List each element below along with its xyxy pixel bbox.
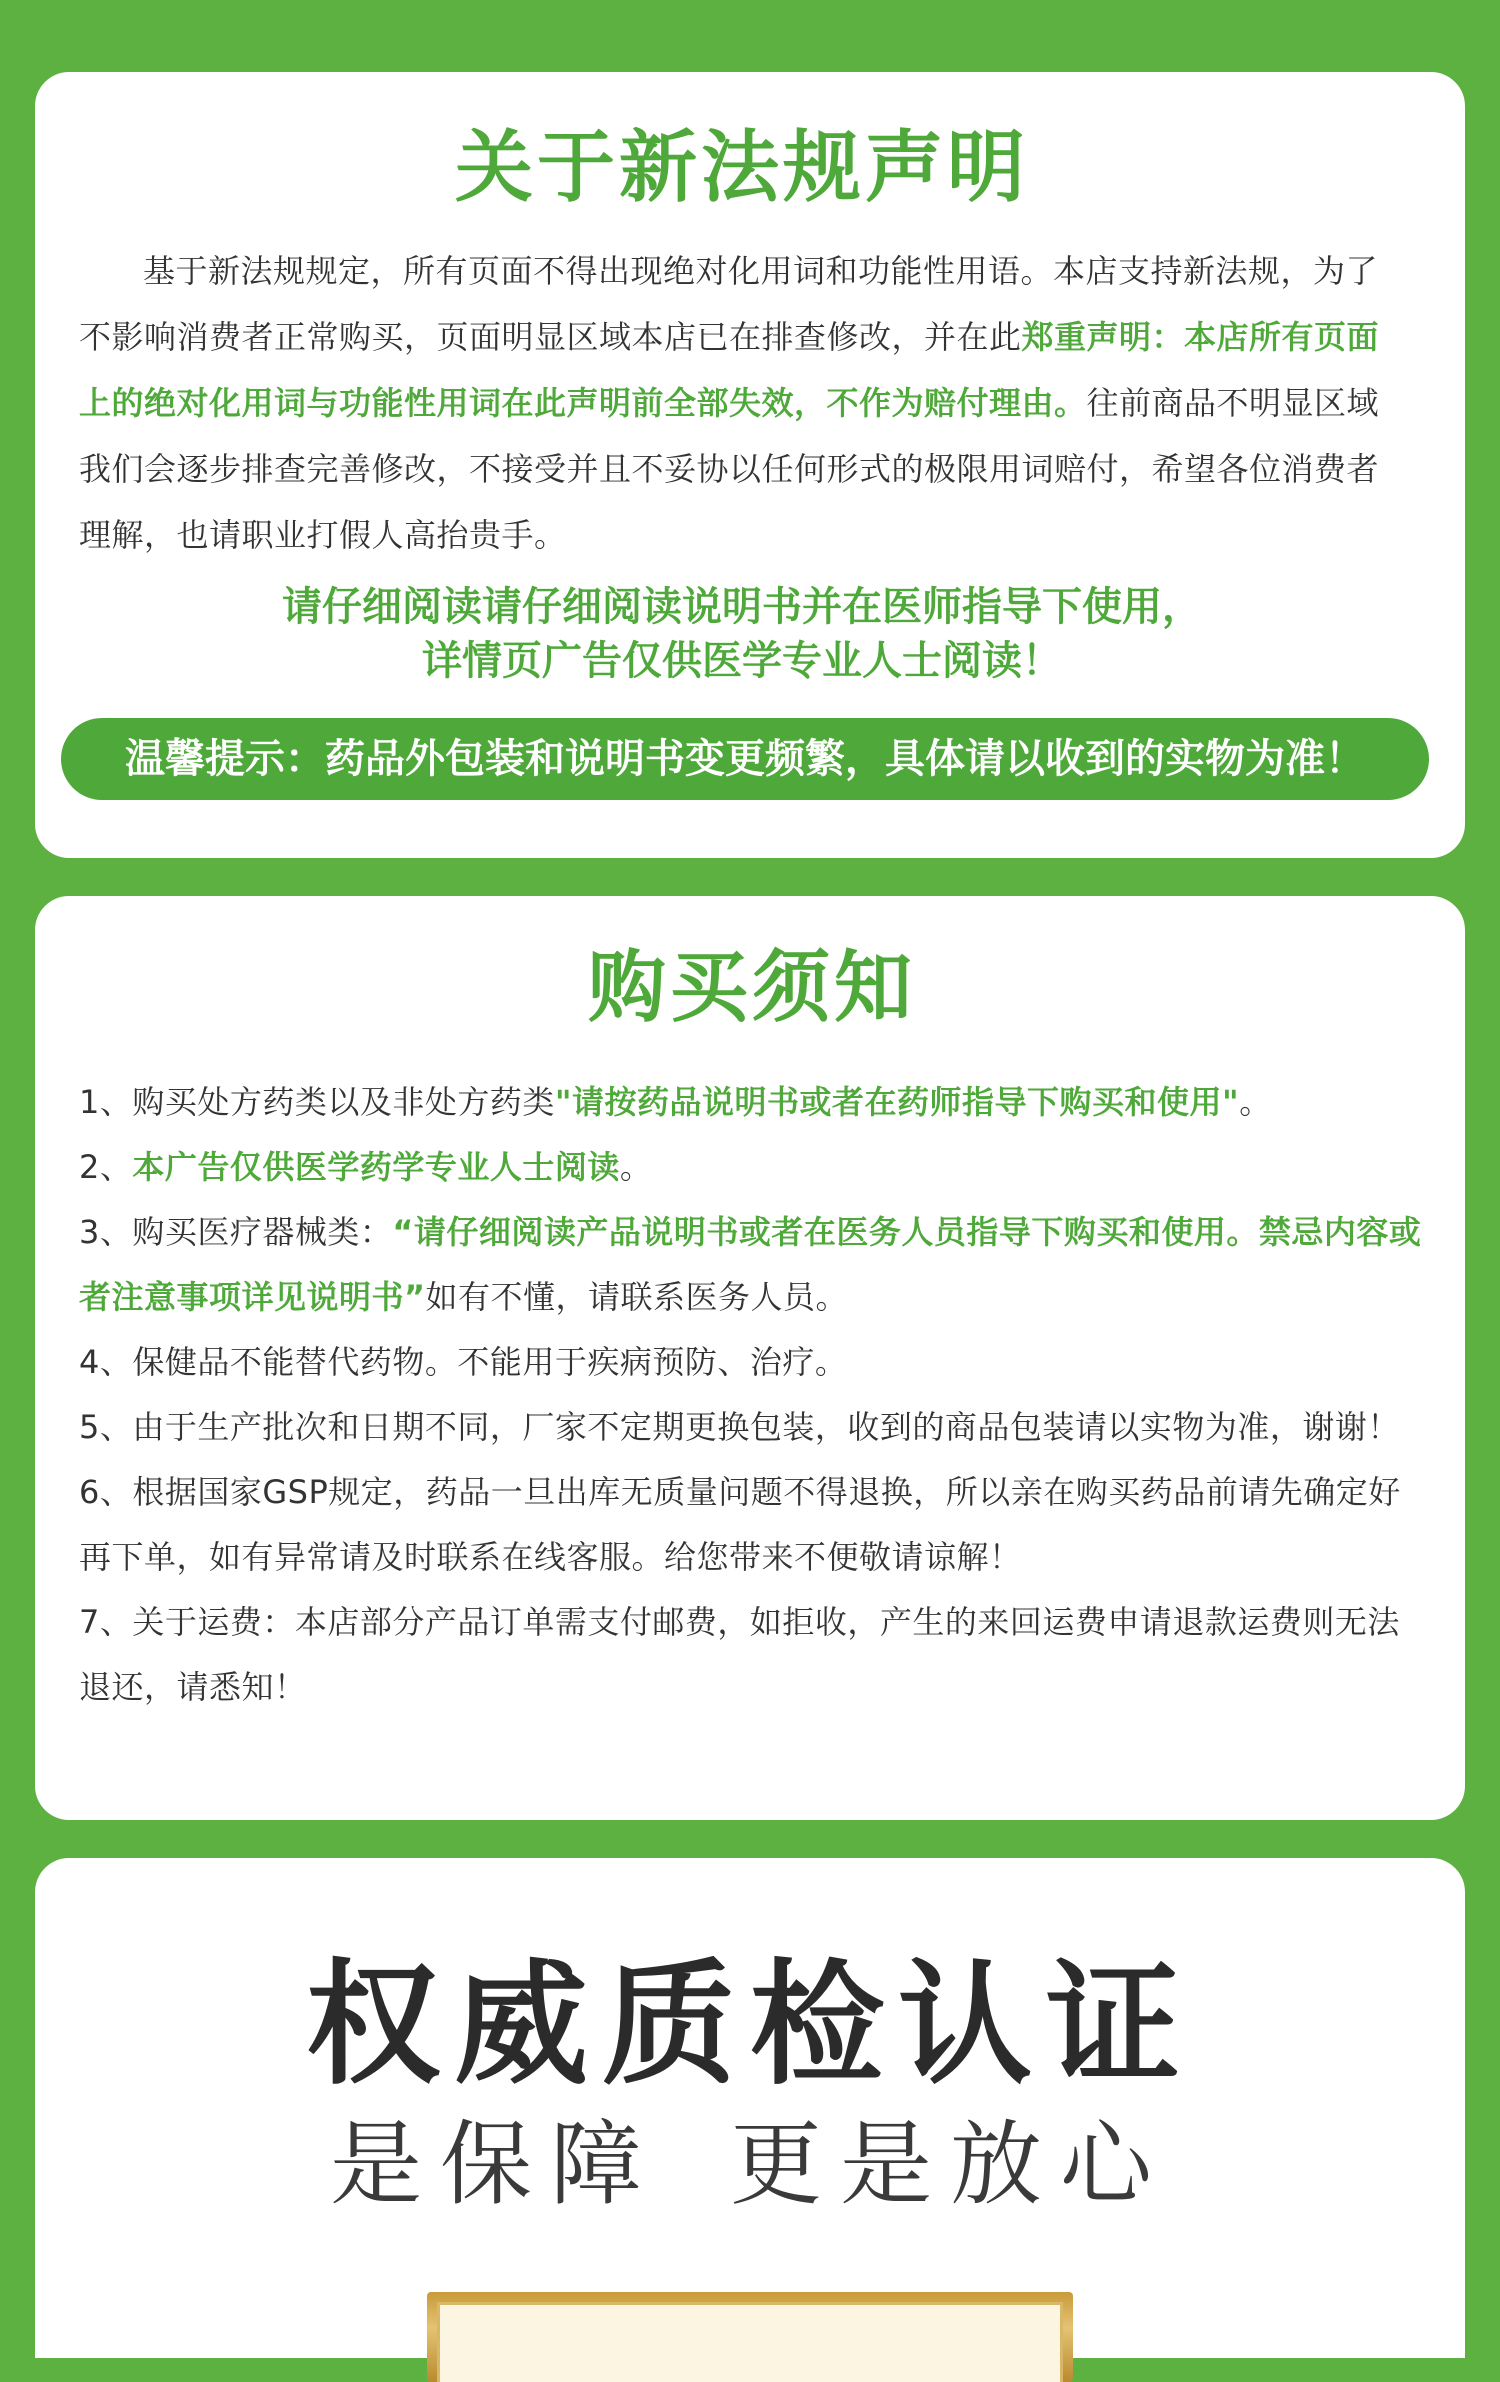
item-text: 3、购买医疗器械类：	[79, 1213, 393, 1251]
item-highlight: "请按药品说明书或者在药师指导下购买和使用"	[554, 1083, 1240, 1121]
list-item: 7、关于运费：本店部分产品订单需支付邮费，如拒收，产生的来回运费申请退款运费则无法退还，请悉知！	[79, 1603, 1400, 1706]
regulation-declaration: 郑重声明：本店所有页面上的绝对化用词与功能性用词在此声明前全部失效，不作为赔付理由。	[79, 318, 1380, 422]
list-item	[79, 1070, 1425, 1135]
regulation-text-a: 基于新法规规定，所有页面不得出现绝对化用词和功能性用语。本店支持新法规，为了不影响消费者正常购买，页面明显区域本店已在排查修改，并在此	[79, 252, 1379, 356]
reading-notice-line1: 请仔细阅读请仔细阅读说明书并在医师指导下使用，	[282, 584, 1202, 630]
list-item: 4、保健品不能替代药物。不能用于疾病预防、治疗。	[79, 1343, 848, 1381]
item-text: 2、	[79, 1148, 133, 1186]
purchase-notice-list	[79, 1070, 1425, 1720]
regulation-title: 关于新法规声明	[454, 123, 1029, 213]
reading-notice-line2: 详情页广告仅供医学专业人士阅读！	[422, 638, 1062, 684]
item-text: 。	[1239, 1083, 1272, 1121]
item-highlight: 本广告仅供医学药学专业人士阅读	[132, 1148, 620, 1186]
certification-subtitle	[35, 2110, 1465, 2220]
purchase-notice-card	[35, 896, 1465, 1820]
certificate-paper	[437, 2302, 1063, 2382]
item-text: 如有不懂，请联系医务人员。	[425, 1278, 849, 1316]
list-item	[79, 1200, 1425, 1330]
purchase-notice-title: 购买须知	[587, 943, 916, 1033]
item-text: 1、购买处方药类以及非处方药类	[79, 1083, 555, 1121]
subtitle-part-1: 是保障	[329, 2111, 660, 2218]
certification-title: 权威质检认证	[305, 1947, 1194, 2103]
certificate-frame	[427, 2292, 1073, 2382]
regulation-paragraph	[79, 238, 1405, 568]
list-item: 6、根据国家GSP规定，药品一旦出库无质量问题不得退换，所以亲在购买药品前请先确定好再下单，如有异常请及时联系在线客服。给您带来不便敬请谅解！	[79, 1473, 1401, 1576]
list-item: 5、由于生产批次和日期不同，厂家不定期更换包装，收到的商品包装请以实物为准，谢谢！	[79, 1408, 1400, 1446]
subtitle-part-2: 更是放心	[730, 2111, 1171, 2218]
quality-certification-card	[35, 1858, 1465, 2358]
item-text: 。	[619, 1148, 653, 1186]
list-item	[79, 1135, 1425, 1200]
reading-notice	[79, 580, 1405, 688]
regulation-card	[35, 72, 1465, 858]
warm-tip-banner: 温馨提示：药品外包装和说明书变更频繁，具体请以收到的实物为准！	[61, 718, 1429, 800]
regulation-text-b: 往前商品不明显区域我们会逐步排查完善修改，不接受并且不妥协以任何形式的极限用词赔付，希望各位消费者理解，也请职业打假人高抬贵手。	[79, 384, 1380, 554]
item-highlight: “请仔细阅读产品说明书或者在医务人员指导下购买和使用。禁忌内容或者注意事项详见说明书”	[79, 1213, 1422, 1316]
